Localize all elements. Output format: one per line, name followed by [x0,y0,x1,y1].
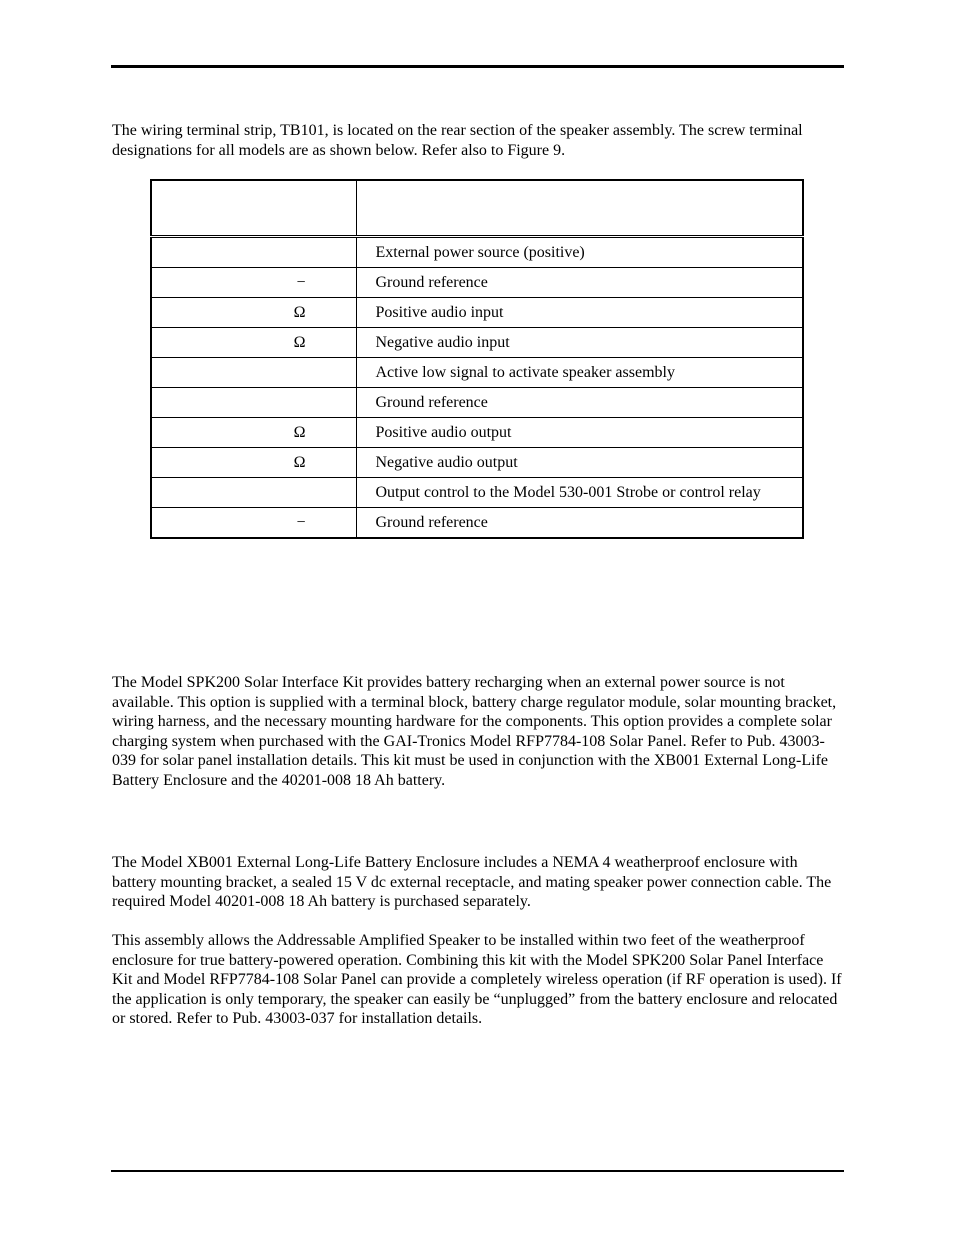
terminal-table [150,179,804,539]
solar-kit-paragraph: The Model SPK200 Solar Interface Kit provides battery recharging when an external power source is not available. This option is supplied with a terminal block, battery charge regulator module, solar mounting bracket, wiring harness, and the necessary mounting hardware for the components. This option provides a complete solar charging system when purchased with the GAI-Tronics Model RFP7784-108 Solar Panel. Refer to Pub. 43003-039 for solar panel installation details. This kit must be used in conjunction with the XB001 External Long-Life Battery Enclosure and the 40201-008 18 Ah battery. [112,674,837,789]
description-cell: Negative audio input [356,328,803,358]
description-cell: Output control to the Model 530-001 Strobe or control relay [356,478,803,508]
terminal-cell: − [151,508,356,539]
header-rule [111,65,844,68]
header-description [356,180,803,237]
table-row [151,478,803,508]
description-cell: Negative audio output [356,448,803,478]
terminal-cell: Ω [151,298,356,328]
description-cell: External power source (positive) [356,237,803,268]
table-row [151,268,803,298]
table-row [151,298,803,328]
description-cell: Positive audio output [356,418,803,448]
terminal-cell: Ω [151,328,356,358]
intro-paragraph: The wiring terminal strip, TB101, is located on the rear section of the speaker assembly. The screw terminal designations for all models are as shown below. Refer also to Figure 9. [112,122,803,159]
terminal-cell: Ω [151,418,356,448]
terminal-cell [151,388,356,418]
table-row [151,358,803,388]
terminal-cell [151,237,356,268]
terminal-cell [151,478,356,508]
table-row [151,237,803,268]
header-terminal [151,180,356,237]
description-cell: Active low signal to activate speaker assembly [356,358,803,388]
footer-rule [111,1170,844,1172]
description-cell: Ground reference [356,388,803,418]
terminal-cell: − [151,268,356,298]
table-row [151,328,803,358]
terminal-cell [151,358,356,388]
table-row [151,448,803,478]
table-header-row [151,180,803,237]
description-cell: Ground reference [356,268,803,298]
terminal-cell: Ω [151,448,356,478]
table-row [151,418,803,448]
assembly-paragraph: This assembly allows the Addressable Amplified Speaker to be installed within two feet of the weatherproof enclosure for true battery-powered operation. Combining this kit with the Model SPK200 Solar Panel Interface Kit and Model RFP7784-108 Solar Panel can provide a completely wireless operation (if RF operation is used). If the application is only temporary, the speaker can easily be “unplugged” from the battery enclosure and relocated or stored. Refer to Pub. 43003-037 for installation details. [112,932,842,1027]
description-cell: Positive audio input [356,298,803,328]
description-cell: Ground reference [356,508,803,539]
battery-enclosure-paragraph: The Model XB001 External Long-Life Battery Enclosure includes a NEMA 4 weatherproof enclosure with battery mounting bracket, a sealed 15 V dc external receptacle, and mating speaker power connection cable. The required Model 40201-008 18 Ah battery is purchased separately. [112,854,832,910]
table-row [151,388,803,418]
table-row [151,508,803,539]
